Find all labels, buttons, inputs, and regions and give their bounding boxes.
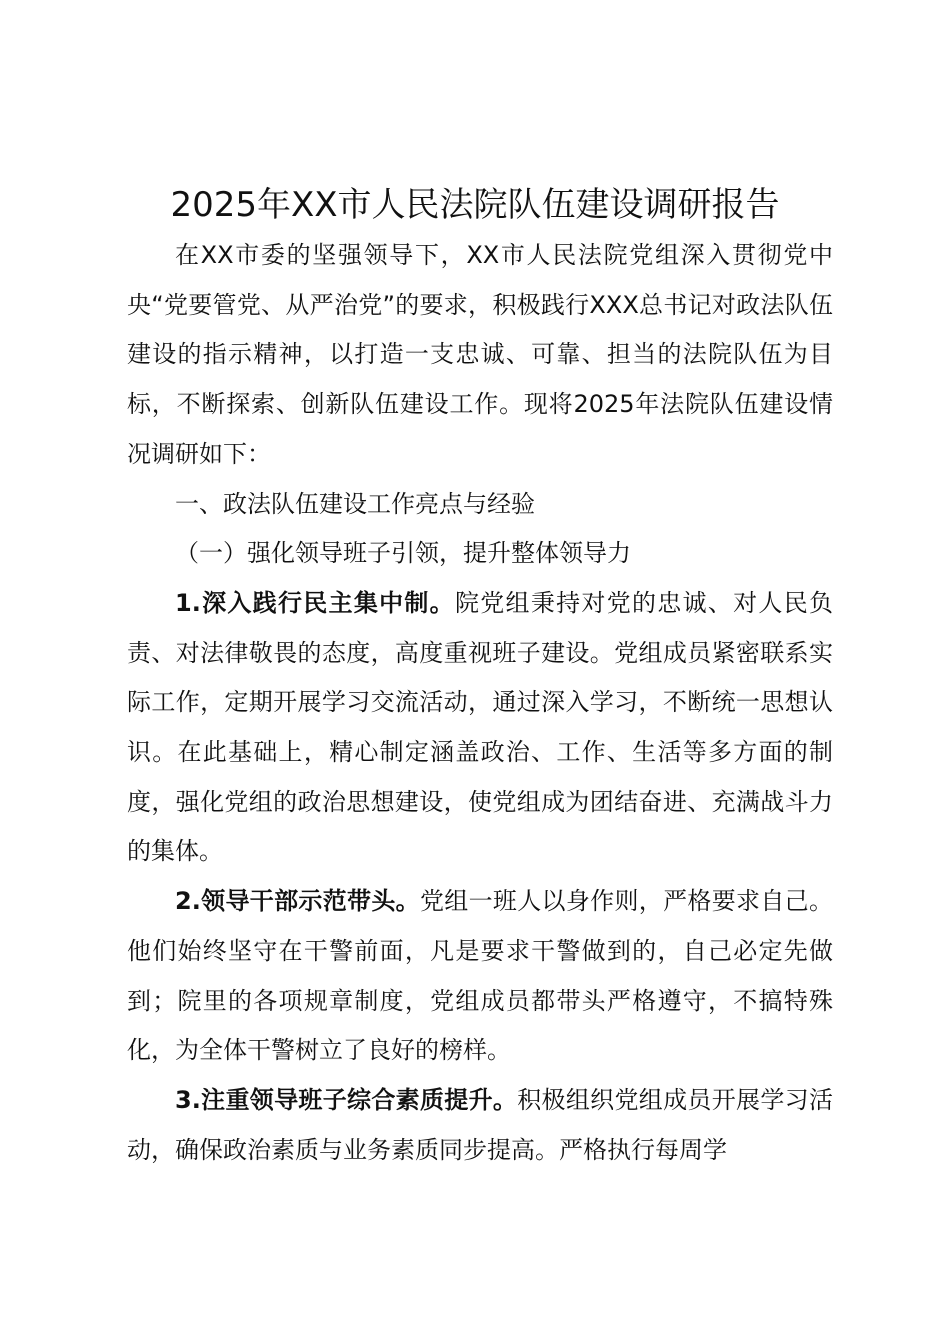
subsection-heading: （一）强化领导班子引领，提升整体领导力	[175, 539, 631, 568]
intro-paragraph: 在XX市委的坚强领导下，XX市人民法院党组深入贯彻党中央“党要管党、从严治党”的要求，积极践行XXX总书记对政法队伍建设的指示精神，以打造一支忠诚、可靠、担当的法院队伍为目标，不断探索、创新队伍建设工作。现将2025年法院队伍建设情况调研如下：	[127, 241, 833, 468]
list-item	[127, 579, 833, 877]
item-body: 党组一班人以身作则，严格要求自己。他们始终坚守在干警前面，凡是要求干警做到的，自己必定先做到；院里的各项规章制度，党组成员都带头严格遵守，不搞特殊化，为全体干警树立了良好的榜样。	[127, 887, 833, 1065]
item-title: 3.注重领导班子综合素质提升。	[175, 1085, 518, 1114]
item-title: 1.深入践行民主集中制。	[175, 588, 455, 617]
item-body: 积极组织党组成员开展学习活动，确保政治素质与业务素质同步提高。严格执行每周学	[127, 1085, 833, 1164]
list-item	[127, 877, 833, 1076]
document-title: 2025年XX市人民法院队伍建设调研报告	[170, 185, 780, 225]
item-body: 院党组秉持对党的忠诚、对人民负责、对法律敬畏的态度，高度重视班子建设。党组成员紧密联系实际工作，定期开展学习交流活动，通过深入学习，不断统一思想认识。在此基础上，精心制定涵盖政治、工作、生活等多方面的制度，强化党组的政治思想建设，使党组成为团结奋进、充满战斗力的集体。	[127, 588, 833, 866]
item-title: 2.领导干部示范带头。	[175, 887, 420, 916]
list-item	[127, 1076, 833, 1175]
document-body	[127, 231, 833, 1175]
section-heading: 一、政法队伍建设工作亮点与经验	[175, 489, 535, 518]
